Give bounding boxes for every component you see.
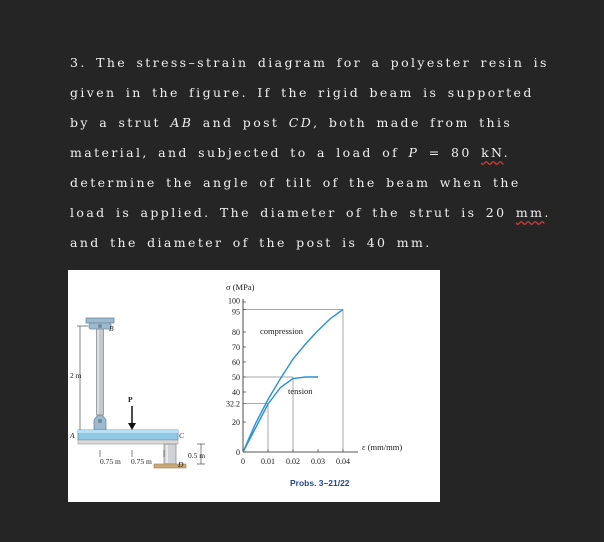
problem-line: by a strut AB and post CD, both made from this: [70, 115, 513, 130]
figure-caption: Probs. 3–21/22: [290, 478, 350, 488]
y-tick-label: 95: [232, 307, 240, 317]
x-tick-label: 0.01: [261, 457, 275, 466]
chart-ylabel: σ (MPa): [226, 282, 255, 292]
beam-bottom-edge: [78, 440, 178, 444]
problem-line: and the diameter of the post is 40 mm.: [70, 235, 432, 250]
figure-svg: [68, 270, 440, 502]
y-tick-label: 32.2: [226, 399, 240, 409]
ceiling-support: [86, 318, 114, 323]
problem-statement: [70, 48, 570, 258]
dim-cd-label: 0.5 m: [188, 451, 206, 460]
x-tick-label: 0.03: [311, 457, 325, 466]
dim-ab-label: 2 m: [70, 371, 82, 380]
problem-line: given in the figure. If the rigid beam is supported: [70, 85, 534, 100]
post-cd: [164, 444, 176, 464]
problem-line: material, and subjected to a load of P = 80 kN.: [70, 145, 510, 160]
y-tick-label: 40: [232, 388, 240, 397]
x-tick-label: 0.02: [286, 457, 300, 466]
y-tick-label: 60: [232, 358, 240, 367]
y-tick-label: 70: [232, 343, 240, 352]
label-c: C: [179, 431, 185, 440]
x-tick-label: 0: [241, 457, 245, 466]
problem-line: determine the angle of tilt of the beam when the: [70, 175, 521, 190]
series-tension-label: tension: [288, 386, 313, 396]
x-tick-label: 0.04: [336, 457, 350, 466]
label-b: B: [109, 324, 114, 333]
problem-line: 3. The stress–strain diagram for a polyester resin is: [70, 55, 549, 70]
figure: [68, 270, 440, 502]
problem-line: load is applied. The diameter of the strut is 20 mm.: [70, 205, 551, 220]
y-tick-label: 20: [232, 418, 240, 427]
dim-seg2-label: 0.75 m: [131, 457, 152, 466]
label-d: D: [178, 460, 184, 469]
series-compression-label: compression: [260, 326, 303, 336]
y-tick-label: 50: [232, 373, 240, 382]
structure-diagram: [69, 318, 205, 469]
dim-seg1-label: 0.75 m: [100, 457, 121, 466]
y-tick-label: 0: [236, 448, 240, 457]
label-a: A: [70, 431, 75, 440]
label-p: P: [128, 395, 133, 404]
x-ticks: [241, 449, 350, 466]
y-tick-label: 100: [228, 296, 240, 306]
y-tick-label: 80: [232, 328, 240, 337]
chart-xlabel: ε (mm/mm): [362, 442, 403, 452]
stress-strain-chart: [226, 282, 402, 488]
